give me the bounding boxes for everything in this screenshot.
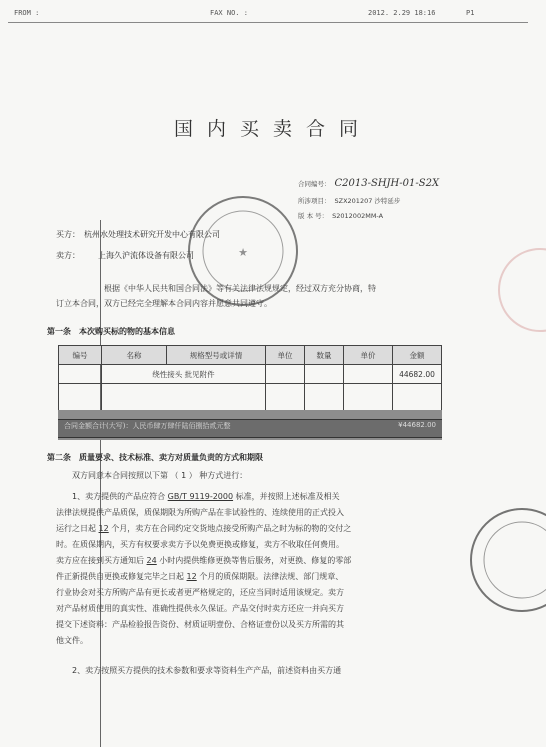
col-number: 编号 xyxy=(59,346,102,365)
version-label: 版 本 号： xyxy=(298,212,329,220)
article-1-title: 第一条 本次购买标的物的基本信息 xyxy=(47,327,175,336)
article-2-line-6: 件正新提供自更换或修复完毕之日起 12 个月的质保期限。法律法规、部门规章、 xyxy=(56,572,344,581)
cell-amount: 44682.00 xyxy=(393,365,442,384)
seller-label: 卖方： xyxy=(56,251,80,260)
table-row xyxy=(59,384,442,411)
article-2-line-1: 1、卖方提供的产品应符合 GB/T 9119-2000 标准，并按照上述标准及相关 xyxy=(72,492,340,501)
article-2-option: 双方同意本合同按照以下第 （ 1 ） 种方式进行： xyxy=(72,471,248,480)
cell-unit-price xyxy=(344,365,393,384)
project-value: SZX201207 沙特延步 xyxy=(334,197,401,205)
article-2-line-8: 对产品材质使用的真实性、准确性提供永久保证。产品交付时卖方还应一并向买方 xyxy=(56,604,344,613)
standard-code: GB/T 9119-2000 xyxy=(167,492,234,501)
fax-datetime: 2012. 2.29 18:16 xyxy=(368,9,436,17)
article-2-line-7: 行业协会对买方所购产品有更长或者更严格规定的，还应当同时适用该规定。卖方 xyxy=(56,588,344,597)
fax-page-number: P1 xyxy=(466,9,475,17)
fax-number-label: FAX NO. : xyxy=(210,9,248,17)
contract-title: 国内买卖合同 xyxy=(173,118,372,140)
article-2-line-11: 2、卖方按照买方提供的技术参数和要求等资料生产产品，前述资料由买方通 xyxy=(72,666,342,675)
col-spec: 规格型号或详情 xyxy=(167,346,266,365)
replacement-warranty-months: 12 xyxy=(186,572,197,581)
cell-number xyxy=(59,365,102,384)
items-table xyxy=(58,345,442,411)
intro-line-1: 根据《中华人民共和国合同法》等有关法律法规规定，经过双方充分协商，特 xyxy=(104,284,376,293)
company-seal-stamp xyxy=(188,196,298,306)
article-2-line-4: 时。在质保期内，买方有权要求卖方予以免费更换或修复，卖方不收取任何费用。 xyxy=(56,540,344,549)
project-label: 所涉项目： xyxy=(298,197,331,205)
col-unit-price: 单价 xyxy=(344,346,393,365)
contract-number xyxy=(298,178,439,189)
article-2-line-3: 运行之日起 12 个月，卖方在合同约定交货地点接受所购产品之时为标的物的交付之 xyxy=(56,524,352,533)
article-2-line-10: 他文件。 xyxy=(56,636,88,645)
col-amount: 金额 xyxy=(393,346,442,365)
seller-line xyxy=(56,250,194,261)
items-table-header xyxy=(59,346,442,365)
article-2-line-5: 卖方应在接到买方通知后 24 小时内提供维修更换等售后服务，对更换、修复的零部 xyxy=(56,556,352,565)
seal-ring-2 xyxy=(472,510,546,610)
contract-number-label: 合同编号： xyxy=(298,180,331,188)
cell-name: 绕性接头 批见附件 xyxy=(102,365,266,384)
faded-red-stamp xyxy=(498,248,546,332)
warranty-months: 12 xyxy=(98,524,109,533)
seller-name: 上海久沪流体设备有限公司 xyxy=(98,251,194,260)
fax-header-rule xyxy=(8,22,528,23)
col-unit: 单位 xyxy=(266,346,305,365)
col-quantity: 数量 xyxy=(305,346,344,365)
article-2-title: 第二条 质量要求、技术标准、卖方对质量负责的方式和期限 xyxy=(47,453,263,462)
article-2-line-2: 法律法规提供产品质保，质保期限为所购产品在非试验性的、连续使用的正式投入 xyxy=(56,508,344,517)
svg-text:★: ★ xyxy=(238,246,248,259)
total-amount-figure: ¥44682.00 xyxy=(398,421,436,429)
article-2-line-9: 提交下述资料：产品检验报告资份、材质证明壹份、合格证壹份以及买方所需的其 xyxy=(56,620,344,629)
fax-from-label: FROM : xyxy=(14,9,40,17)
company-seal-stamp-2 xyxy=(470,508,546,612)
cell-unit xyxy=(266,365,305,384)
service-hours: 24 xyxy=(146,556,157,565)
buyer-label: 买方： xyxy=(56,230,80,239)
total-amount-row xyxy=(58,410,442,440)
version-value: S2012002MM-A xyxy=(332,212,384,220)
buyer-name: 杭州水处理技术研究开发中心有限公司 xyxy=(84,230,220,239)
col-name: 名称 xyxy=(102,346,167,365)
cell-quantity xyxy=(305,365,344,384)
contract-number-value: C2013-SHJH-01-S2X xyxy=(334,178,440,189)
total-amount-text: 合同金额合计(大写)：人民币肆万肆仟陆佰捌拾贰元整 xyxy=(64,422,231,430)
project-info xyxy=(298,196,400,205)
version-info xyxy=(298,211,383,220)
seal-ring xyxy=(190,198,296,304)
table-row xyxy=(59,365,442,384)
intro-line-2: 订立本合同，双方已经完全理解本合同内容并愿意共同遵守。 xyxy=(56,299,272,308)
